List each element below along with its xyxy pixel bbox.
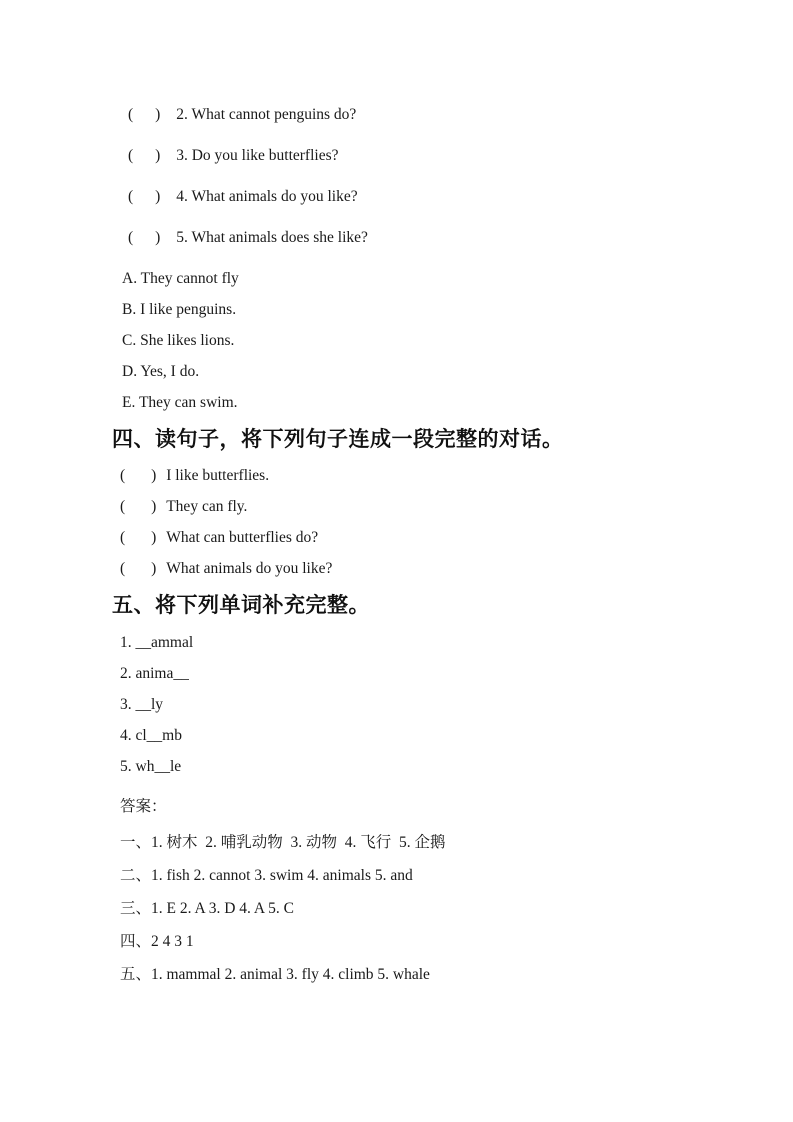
dialogue-sentence-row [120,528,753,548]
answer-key-line: 五、1. mammal 2. animal 3. fly 4. climb 5. whale [120,966,430,983]
open-paren: ( [120,560,126,577]
open-paren: ( [128,188,134,205]
open-paren: ( [128,106,134,123]
sentence-text: They can fly. [166,498,248,515]
open-paren: ( [120,529,126,546]
answer-key-label: 答案： [120,798,167,815]
order-blank [120,497,156,517]
answer-key-line: 四、2 4 3 1 [120,933,194,950]
answer-key-line: 一、1. 树木 2. 哺乳动物 3. 动物 4. 飞行 5. 企鹅 [120,834,446,851]
sentence-text: I like butterflies. [166,467,270,484]
close-paren: ) [151,498,157,515]
sentence-text: What animals do you like? [166,560,333,577]
question-text: 4. What animals do you like? [176,188,358,205]
section-four-heading: 四、读句子，将下列句子连成一段完整的对话。 [112,427,564,451]
answer-blank [128,105,160,125]
option-item: A. They cannot fly [122,270,239,287]
dialogue-sentence-row [120,466,753,486]
close-paren: ) [151,467,157,484]
dialogue-sentence-row [120,497,753,517]
matching-question-row [128,105,753,125]
answer-blank [128,187,160,207]
question-text: 5. What animals does she like? [176,229,368,246]
answer-key-line: 二、1. fish 2. cannot 3. swim 4. animals 5. and [120,867,413,884]
order-blank [120,528,156,548]
matching-question-row [128,228,753,248]
open-paren: ( [128,147,134,164]
option-list [120,269,753,413]
order-blank [120,466,156,486]
close-paren: ) [155,229,161,246]
question-text: 3. Do you like butterflies? [176,147,339,164]
option-item: B. I like penguins. [122,301,237,318]
close-paren: ) [155,106,161,123]
matching-question-row [128,146,753,166]
answer-blank [128,146,160,166]
open-paren: ( [120,467,126,484]
answer-blank [128,228,160,248]
dialogue-sentence-row [120,559,753,579]
open-paren: ( [128,229,134,246]
close-paren: ) [155,188,161,205]
order-blank [120,559,156,579]
close-paren: ) [151,529,157,546]
word-completion-item: 3. __ly [120,696,164,713]
word-completion-item: 5. wh__le [120,758,182,775]
sentence-text: What can butterflies do? [166,529,319,546]
matching-question-row [128,187,753,207]
close-paren: ) [151,560,157,577]
question-text: 2. What cannot penguins do? [176,106,357,123]
option-item: C. She likes lions. [122,332,235,349]
open-paren: ( [120,498,126,515]
option-item: D. Yes, I do. [122,363,200,380]
option-item: E. They can swim. [122,394,238,411]
section-five-heading: 五、将下列单词补充完整。 [112,593,370,617]
close-paren: ) [155,147,161,164]
word-completion-item: 4. cl__mb [120,727,182,744]
answer-key-line: 三、1. E 2. A 3. D 4. A 5. C [120,900,294,917]
word-completion-item: 2. anima__ [120,665,189,682]
word-completion-item: 1. __ammal [120,634,194,651]
